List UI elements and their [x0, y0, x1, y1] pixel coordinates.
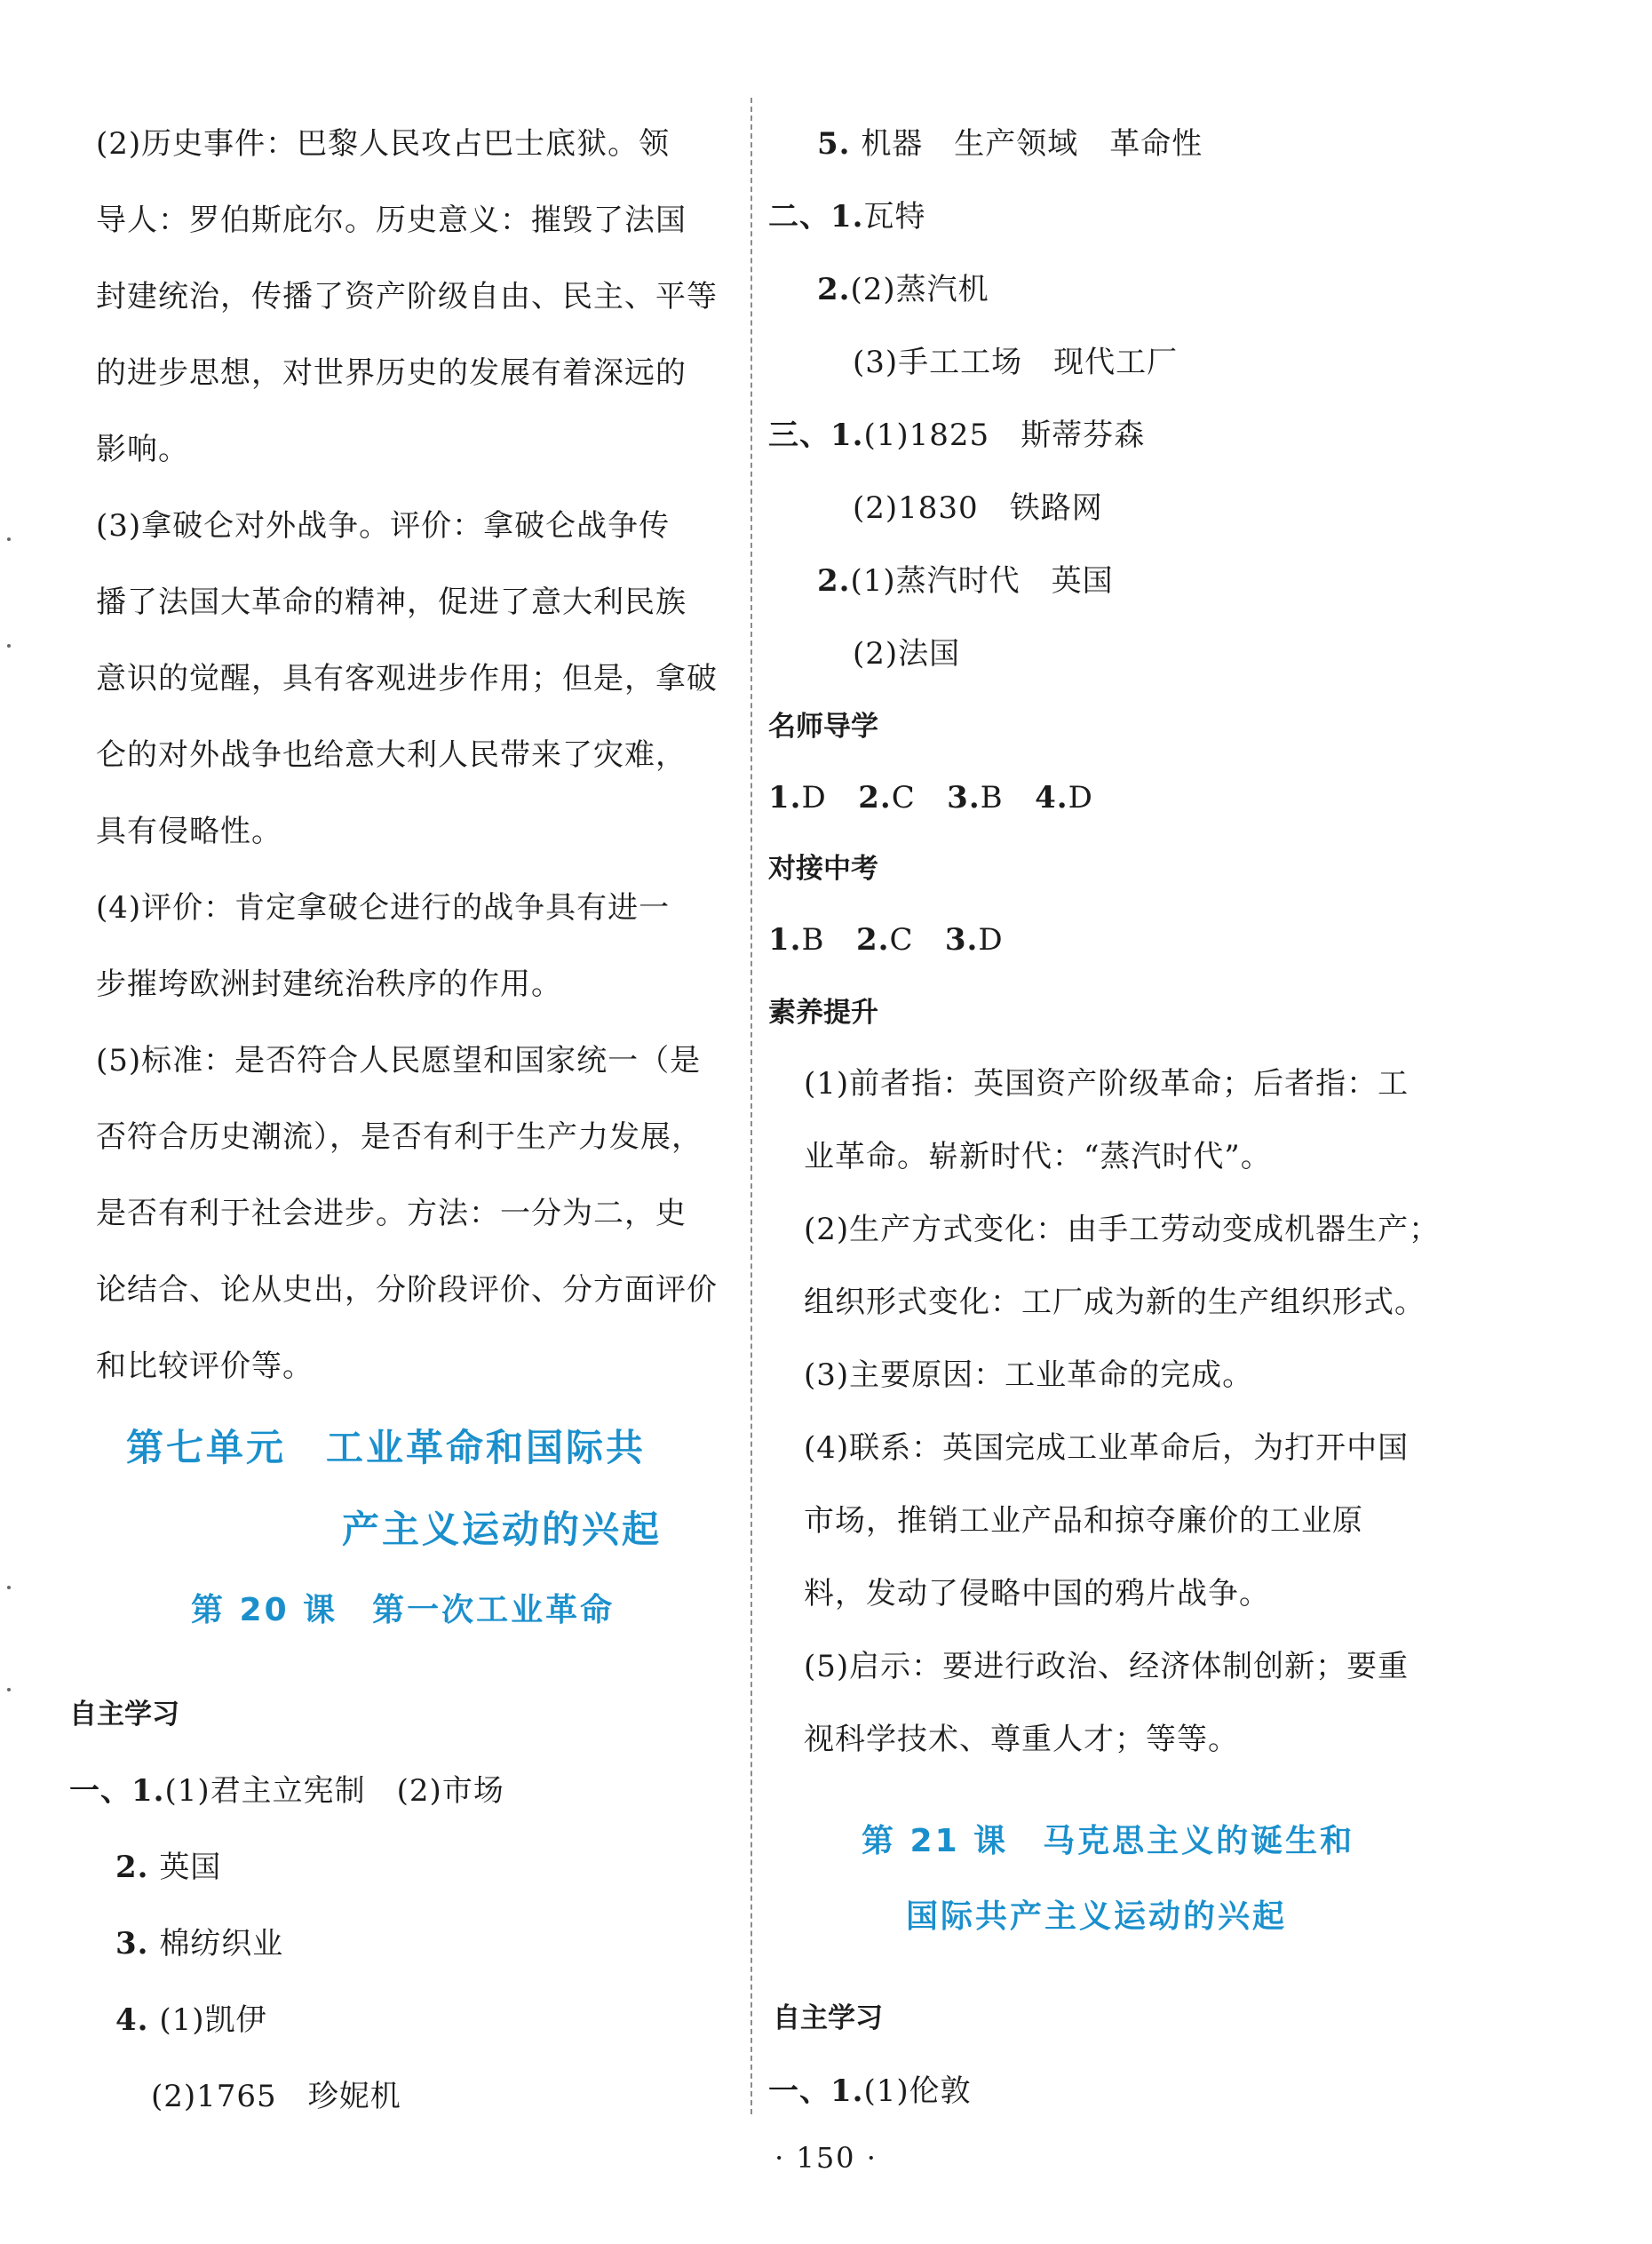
text-line: 意识的觉醒，具有客观进步作用；但是，拿破 [96, 661, 718, 696]
answer-number: 3. [947, 780, 981, 816]
answer-number: 二、1. [768, 199, 864, 235]
answer-line [115, 1926, 283, 1962]
text-line: 论结合、论从史出，分阶段评价、分方面评价 [96, 1272, 718, 1308]
page-number: · 150 · [774, 2141, 878, 2175]
text-line: 料，发动了侵略中国的鸦片战争。 [804, 1576, 1270, 1611]
text-line: 业革命。崭新时代：“蒸汽时代”。 [804, 1139, 1272, 1174]
section-label: 自主学习 [773, 2002, 883, 2034]
text-line: 影响。 [96, 432, 189, 467]
answer-choice: D [801, 780, 827, 816]
scan-mark [7, 1586, 11, 1589]
answer-text: (2)蒸汽机 [850, 272, 989, 307]
text-line: (3)拿破仑对外战争。评价：拿破仑战争传 [96, 508, 671, 544]
scan-mark [7, 1688, 11, 1691]
answer-line [817, 126, 1203, 162]
answer-text: (1)伦敦 [863, 2073, 972, 2109]
section-label: 自主学习 [69, 1699, 179, 1731]
text-line: (5)启示：要进行政治、经济体制创新；要重 [804, 1649, 1410, 1684]
answer-line [115, 1850, 221, 1885]
answer-number: 5. [817, 126, 851, 162]
answer-text: 机器 生产领域 革命性 [861, 126, 1203, 162]
answer-line [768, 199, 926, 235]
answer-text: 英国 [159, 1850, 222, 1885]
text-line: 和比较评价等。 [96, 1349, 314, 1384]
column-divider [751, 98, 752, 2114]
answer-subline: (3)手工工场 现代工厂 [853, 345, 1179, 380]
scan-mark [7, 644, 11, 648]
unit-title-continued: 产主义运动的兴起 [342, 1508, 663, 1551]
lesson-title: 第 20 课 第一次工业革命 [191, 1592, 616, 1628]
answer-text: (1)凯伊 [159, 2002, 267, 2038]
unit-title: 第七单元 工业革命和国际共 [126, 1426, 647, 1469]
text-line: 视科学技术、尊重人才；等等。 [804, 1722, 1239, 1757]
text-line: (2)历史事件：巴黎人民攻占巴士底狱。领 [96, 126, 671, 162]
answer-number: 4. [1035, 780, 1068, 816]
section-label-mingshi: 名师导学 [768, 711, 878, 743]
answer-line [115, 2002, 266, 2038]
section-label-duijie: 对接中考 [768, 853, 878, 885]
answer-choice: B [801, 922, 825, 958]
text-line: 导人：罗伯斯庇尔。历史意义：摧毁了法国 [96, 203, 687, 238]
answer-number: 3. [944, 922, 979, 958]
text-line: 否符合历史潮流），是否有利于生产力发展， [96, 1119, 703, 1155]
text-line: 播了法国大革命的精神，促进了意大利民族 [96, 585, 687, 620]
choice-answer-row [768, 780, 1093, 816]
section-label-suyang: 素养提升 [768, 997, 878, 1029]
answer-line [817, 272, 989, 307]
answer-text: 瓦特 [863, 199, 926, 235]
answer-text: 棉纺织业 [159, 1926, 284, 1962]
text-line: (4)联系：英国完成工业革命后，为打开中国 [804, 1430, 1410, 1466]
answer-text: (1)蒸汽时代 英国 [850, 563, 1114, 599]
answer-number: 1. [768, 780, 802, 816]
answer-number: 2. [855, 922, 890, 958]
lesson-title: 第 21 课 马克思主义的诞生和 [862, 1823, 1355, 1859]
answer-choice: D [1068, 780, 1093, 816]
lesson-title-continued: 国际共产主义运动的兴起 [906, 1898, 1288, 1935]
answer-number: 1. [768, 922, 802, 958]
choice-answer-row [768, 922, 1004, 958]
answer-line [817, 563, 1114, 599]
answer-number: 一、1. [69, 1773, 165, 1809]
answer-number: 2. [817, 563, 851, 599]
answer-subline: (2)法国 [853, 636, 961, 672]
text-line: 的进步思想，对世界历史的发展有着深远的 [96, 355, 687, 391]
answer-number: 三、1. [768, 418, 864, 453]
answer-choice: C [891, 780, 916, 816]
answer-number: 4. [115, 2002, 149, 2038]
answer-text: (1)君主立宪制 (2)市场 [164, 1773, 504, 1809]
text-line: (2)生产方式变化：由手工劳动变成机器生产； [804, 1212, 1441, 1247]
text-line: (1)前者指：英国资产阶级革命；后者指：工 [804, 1066, 1410, 1102]
answer-line [768, 418, 1145, 453]
answer-subline: (2)1830 铁路网 [853, 490, 1103, 526]
text-line: 仑的对外战争也给意大利人民带来了灾难， [96, 737, 687, 773]
text-line: 是否有利于社会进步。方法：一分为二，史 [96, 1196, 687, 1231]
answer-choice: B [980, 780, 1004, 816]
answer-line [768, 2073, 972, 2109]
text-line: 封建统治，传播了资产阶级自由、民主、平等 [96, 279, 718, 314]
text-line: (4)评价：肯定拿破仑进行的战争具有进一 [96, 890, 671, 926]
answer-number: 2. [115, 1850, 149, 1885]
scan-mark [7, 537, 11, 541]
answer-choice: D [978, 922, 1004, 958]
answer-number: 2. [817, 272, 851, 307]
answer-line [69, 1773, 504, 1809]
text-line: 步摧垮欧洲封建统治秩序的作用。 [96, 967, 562, 1002]
text-line: 具有侵略性。 [96, 814, 282, 849]
answer-number: 3. [115, 1926, 149, 1962]
text-line: 组织形式变化：工厂成为新的生产组织形式。 [804, 1285, 1426, 1320]
text-line: 市场，推销工业产品和掠夺廉价的工业原 [804, 1503, 1363, 1539]
answer-text: (1)1825 斯蒂芬森 [863, 418, 1146, 453]
answer-choice: C [889, 922, 914, 958]
answer-number: 2. [858, 780, 892, 816]
answer-number: 一、1. [768, 2073, 864, 2109]
text-line: (5)标准：是否符合人民愿望和国家统一（是 [96, 1043, 702, 1078]
text-line: (3)主要原因：工业革命的完成。 [804, 1357, 1254, 1393]
answer-subline: (2)1765 珍妮机 [151, 2079, 401, 2114]
